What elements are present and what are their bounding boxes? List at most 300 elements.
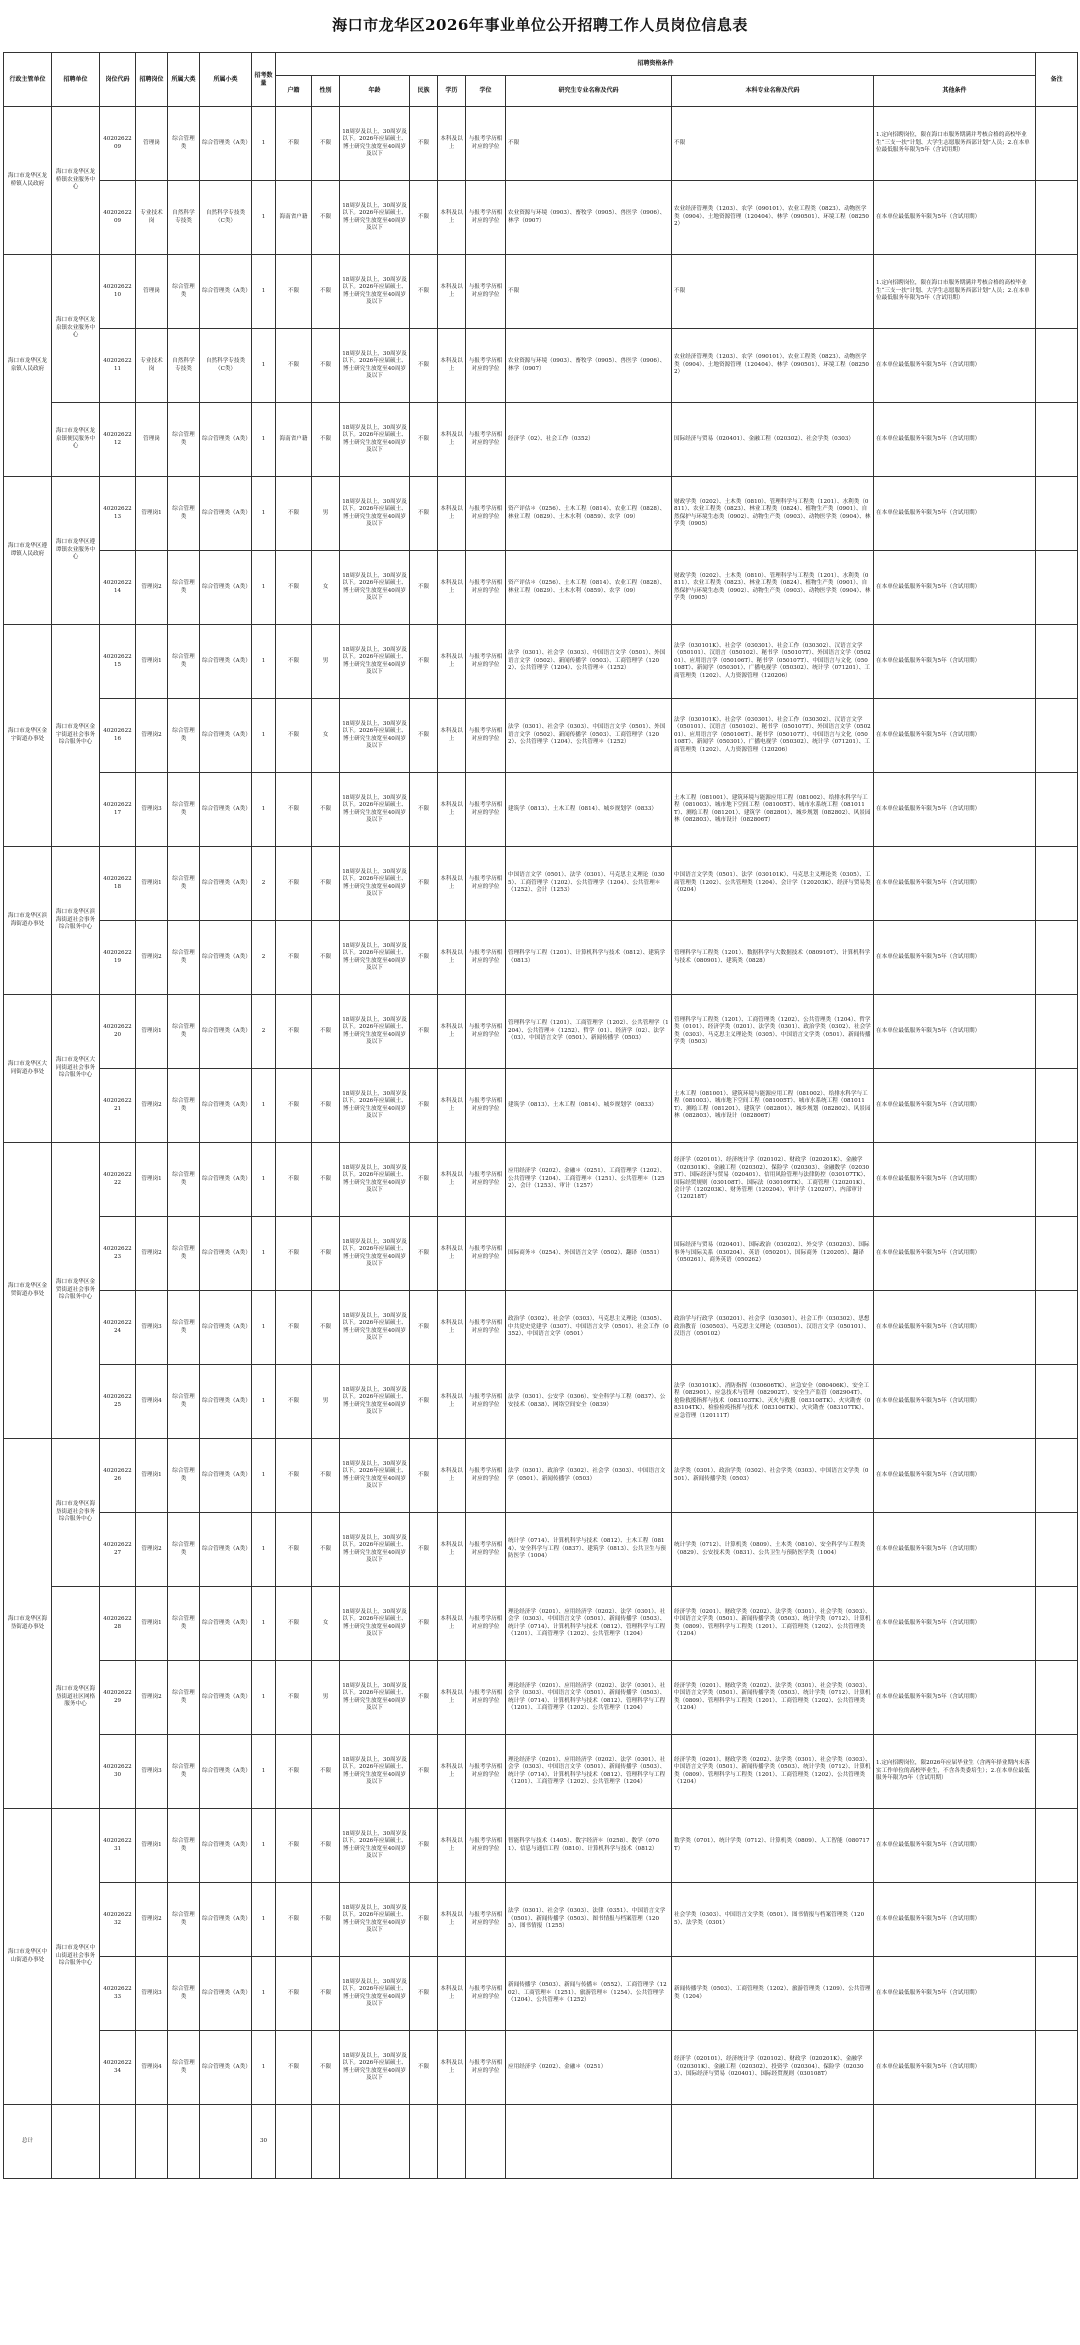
cell-job-code: 4020262215 (100, 625, 136, 699)
cell-graduate-majors: 理论经济学（0201）、应用经济学（0202）、法学（0301）、社会学（0303）、中国语言文学（0501）、新闻传播学（0503）、统计学（0714）、计算机科学与技术（0812）、管理科学与工程（1201）、工商管理学（1202）、公共管理学（1204） (506, 1587, 672, 1661)
cell-dept: 海口市龙华区遵谭镇人民政府 (4, 477, 52, 625)
cell-undergrad-majors: 经济学类（0201）、财政学类（0202）、法学类（0301）、社会学类（0303）、中国语言文学类（0501）、新闻传播学类（0503）、统计学类（0712）、计算机类（0809）、管理科学与工程类（1201）、工商管理类（1202）、公共管理类（1204） (672, 1661, 874, 1735)
cell-position-name: 管理岗2 (136, 699, 168, 773)
cell-degree: 与报考学历相对应的学位 (466, 1143, 506, 1217)
cell-remark (1036, 1513, 1078, 1587)
cell-hire-count: 1 (252, 1587, 276, 1661)
cell-hukou: 不限 (276, 2031, 312, 2105)
cell-ethnicity: 不限 (410, 181, 438, 255)
total-row (4, 2105, 1078, 2179)
cell-undergrad-majors: 经济学（020101）、经济统计学（020102）、财政学（020201K）、金融学（020301K）、金融工程（020302）、投资学（020304）、保险学（020303）、国际经济与贸易（020401）、国际经贸规则（030108T） (672, 2031, 874, 2105)
cell-hire-count: 1 (252, 1735, 276, 1809)
cell-unit: 海口市龙华区龙泉镇便民服务中心 (52, 403, 100, 477)
cell-graduate-majors: 理论经济学（0201）、应用经济学（0202）、法学（0301）、社会学（0303）、中国语言文学（0501）、新闻传播学（0503）、统计学（0714）、计算机科学与技术（0812）、管理科学与工程（1201）、工商管理学（1202）、公共管理学（1204） (506, 1735, 672, 1809)
cell-degree: 与报考学历相对应的学位 (466, 921, 506, 995)
cell-gender: 不限 (312, 995, 340, 1069)
cell-position-name: 管理岗1 (136, 477, 168, 551)
cell-gender: 女 (312, 699, 340, 773)
cell-other-conditions: 在本单位最低服务年限为5年（含试用期） (874, 2031, 1036, 2105)
cell-job-code: 4020262228 (100, 1587, 136, 1661)
cell-category: 综合管理类 (168, 921, 200, 995)
cell-graduate-majors: 智能科学与技术（1405）、数字经济＊（0258）、数学（0701）、信息与通信工程（0810）、计算机科学与技术（0812） (506, 1809, 672, 1883)
cell-other-conditions: 在本单位最低服务年限为5年（含试用期） (874, 995, 1036, 1069)
cell-hukou: 不限 (276, 1513, 312, 1587)
recruitment-table (3, 52, 1078, 2179)
cell-subcategory: 综合管理类（A类） (200, 551, 252, 625)
cell-ethnicity: 不限 (410, 107, 438, 181)
cell-hukou: 不限 (276, 921, 312, 995)
cell-category: 综合管理类 (168, 847, 200, 921)
table-row (4, 1291, 1078, 1365)
cell-dept: 海口市龙华区金宇街道办事处 (4, 625, 52, 847)
cell-education: 本科及以上 (438, 847, 466, 921)
cell-graduate-majors: 应用经济学（0202）、金融＊（0251） (506, 2031, 672, 2105)
cell-age-requirement: 18周岁及以上，30周岁及以下。2026年应届硕士、博士研究生放宽至40周岁及以下 (340, 107, 410, 181)
cell-ethnicity: 不限 (410, 1291, 438, 1365)
total-empty-cell (136, 2105, 168, 2179)
cell-category: 综合管理类 (168, 403, 200, 477)
cell-education: 本科及以上 (438, 1069, 466, 1143)
cell-position-name: 管理岗1 (136, 995, 168, 1069)
cell-degree: 与报考学历相对应的学位 (466, 1217, 506, 1291)
table-row (4, 403, 1078, 477)
cell-position-name: 管理岗1 (136, 1809, 168, 1883)
cell-age-requirement: 18周岁及以上，30周岁及以下。2026年应届硕士、博士研究生放宽至40周岁及以下 (340, 181, 410, 255)
cell-undergrad-majors: 管理科学与工程类（1201）、数据科学与大数据技术（080910T）、计算机科学与技术（080901）、建筑类（0828） (672, 921, 874, 995)
cell-gender: 不限 (312, 329, 340, 403)
cell-job-code: 4020262218 (100, 847, 136, 921)
cell-position-name: 管理岗2 (136, 1661, 168, 1735)
total-empty-cell (466, 2105, 506, 2179)
cell-category: 综合管理类 (168, 1587, 200, 1661)
cell-hukou: 不限 (276, 625, 312, 699)
cell-remark (1036, 1365, 1078, 1439)
cell-job-code: 4020262232 (100, 1883, 136, 1957)
cell-gender: 不限 (312, 921, 340, 995)
total-empty-cell (100, 2105, 136, 2179)
cell-job-code: 4020262211 (100, 329, 136, 403)
cell-hire-count: 1 (252, 625, 276, 699)
cell-unit: 海口市龙华区龙泉镇农业服务中心 (52, 255, 100, 403)
cell-category: 综合管理类 (168, 1291, 200, 1365)
cell-degree: 与报考学历相对应的学位 (466, 1587, 506, 1661)
cell-degree: 与报考学历相对应的学位 (466, 1513, 506, 1587)
total-empty-cell (1036, 2105, 1078, 2179)
cell-hire-count: 1 (252, 403, 276, 477)
cell-age-requirement: 18周岁及以上，30周岁及以下。2026年应届硕士、博士研究生放宽至40周岁及以下 (340, 1735, 410, 1809)
col-header-remark: 备注 (1036, 53, 1078, 107)
cell-gender: 不限 (312, 1809, 340, 1883)
cell-hire-count: 1 (252, 255, 276, 329)
cell-ethnicity: 不限 (410, 995, 438, 1069)
cell-hukou: 不限 (276, 699, 312, 773)
cell-remark (1036, 1661, 1078, 1735)
cell-age-requirement: 18周岁及以上，30周岁及以下。2026年应届硕士、博士研究生放宽至40周岁及以下 (340, 1217, 410, 1291)
cell-category: 综合管理类 (168, 1809, 200, 1883)
cell-other-conditions: 1.定向招聘岗位，限2026年应届毕业生（含两年择业期内未落实工作单位的高校毕业生，不含各类委培生）；2.在本单位最低服务年限为5年（含试用期） (874, 1735, 1036, 1809)
cell-job-code: 4020262224 (100, 1291, 136, 1365)
cell-category: 自然科学专技类 (168, 181, 200, 255)
cell-other-conditions: 在本单位最低服务年限为5年（含试用期） (874, 1809, 1036, 1883)
cell-category: 综合管理类 (168, 995, 200, 1069)
cell-degree: 与报考学历相对应的学位 (466, 181, 506, 255)
cell-unit: 海口市龙华区滨海街道社会事务综合服务中心 (52, 847, 100, 995)
cell-degree: 与报考学历相对应的学位 (466, 847, 506, 921)
cell-category: 综合管理类 (168, 477, 200, 551)
cell-job-code: 4020262219 (100, 921, 136, 995)
cell-education: 本科及以上 (438, 551, 466, 625)
cell-remark (1036, 1957, 1078, 2031)
table-row (4, 1069, 1078, 1143)
cell-position-name: 管理岗4 (136, 1365, 168, 1439)
cell-age-requirement: 18周岁及以上，30周岁及以下。2026年应届硕士、博士研究生放宽至40周岁及以下 (340, 551, 410, 625)
cell-ethnicity: 不限 (410, 1069, 438, 1143)
col-header-gender: 性别 (312, 76, 340, 107)
cell-age-requirement: 18周岁及以上，30周岁及以下。2026年应届硕士、博士研究生放宽至40周岁及以下 (340, 1143, 410, 1217)
cell-undergrad-majors: 统计学类（0712）、计算机类（0809）、土木类（0810）、安全科学与工程类（0829）、公安技术类（0831）、公共卫生与预防医学类（1004） (672, 1513, 874, 1587)
total-empty-cell (52, 2105, 100, 2179)
cell-undergrad-majors: 数学类（0701）、统计学类（0712）、计算机类（0809）、人工智能（080717T） (672, 1809, 874, 1883)
cell-other-conditions: 在本单位最低服务年限为5年（含试用期） (874, 1143, 1036, 1217)
cell-job-code: 4020262225 (100, 1365, 136, 1439)
cell-subcategory: 综合管理类（A类） (200, 1143, 252, 1217)
cell-subcategory: 综合管理类（A类） (200, 1957, 252, 2031)
cell-category: 综合管理类 (168, 1513, 200, 1587)
cell-position-name: 管理岗3 (136, 1735, 168, 1809)
table-row (4, 329, 1078, 403)
cell-other-conditions: 在本单位最低服务年限为5年（含试用期） (874, 699, 1036, 773)
table-row (4, 699, 1078, 773)
table-row (4, 921, 1078, 995)
cell-degree: 与报考学历相对应的学位 (466, 1809, 506, 1883)
cell-category: 综合管理类 (168, 2031, 200, 2105)
total-empty-cell (340, 2105, 410, 2179)
cell-other-conditions: 在本单位最低服务年限为5年（含试用期） (874, 1587, 1036, 1661)
cell-dept: 海口市龙华区龙桥镇人民政府 (4, 107, 52, 255)
cell-remark (1036, 995, 1078, 1069)
cell-education: 本科及以上 (438, 1365, 466, 1439)
cell-gender: 男 (312, 477, 340, 551)
cell-position-name: 管理岗1 (136, 847, 168, 921)
cell-graduate-majors: 农业资源与环境（0903）、畜牧学（0905）、兽医学（0906）、林学（0907） (506, 329, 672, 403)
cell-graduate-majors: 国际商务＊（0254）、外国语言文学（0502）、翻译（0551） (506, 1217, 672, 1291)
total-empty-cell (672, 2105, 874, 2179)
cell-hukou: 不限 (276, 1217, 312, 1291)
cell-job-code: 4020262213 (100, 477, 136, 551)
cell-hukou: 不限 (276, 1291, 312, 1365)
total-empty-cell (312, 2105, 340, 2179)
cell-subcategory: 综合管理类（A类） (200, 625, 252, 699)
cell-position-name: 管理岗2 (136, 1069, 168, 1143)
cell-job-code: 4020262214 (100, 551, 136, 625)
cell-job-code: 4020262217 (100, 773, 136, 847)
cell-education: 本科及以上 (438, 1439, 466, 1513)
cell-gender: 不限 (312, 403, 340, 477)
cell-graduate-majors: 法学（0301）、公安学（0306）、安全科学与工程（0837）、公安技术（0838）、网络空间安全（0839） (506, 1365, 672, 1439)
cell-position-name: 管理岗2 (136, 1883, 168, 1957)
cell-hire-count: 1 (252, 1291, 276, 1365)
cell-hire-count: 1 (252, 551, 276, 625)
total-count: 30 (252, 2105, 276, 2179)
cell-hukou: 不限 (276, 1365, 312, 1439)
cell-graduate-majors: 统计学（0714）、计算机科学与技术（0812）、土木工程（0814）、安全科学与工程（0837）、建筑学（0813）、公共卫生与预防医学（1004） (506, 1513, 672, 1587)
cell-subcategory: 自然科学专技类（C类） (200, 329, 252, 403)
cell-ethnicity: 不限 (410, 1217, 438, 1291)
table-row (4, 1365, 1078, 1439)
cell-education: 本科及以上 (438, 477, 466, 551)
cell-position-name: 管理岗3 (136, 1291, 168, 1365)
cell-category: 综合管理类 (168, 1143, 200, 1217)
cell-job-code: 4020262234 (100, 2031, 136, 2105)
cell-position-name: 管理岗4 (136, 2031, 168, 2105)
cell-graduate-majors: 经济学（02）、社会工作（0352） (506, 403, 672, 477)
cell-subcategory: 综合管理类（A类） (200, 255, 252, 329)
cell-gender: 不限 (312, 2031, 340, 2105)
cell-gender: 不限 (312, 1143, 340, 1217)
cell-gender: 不限 (312, 255, 340, 329)
cell-job-code: 4020262222 (100, 1143, 136, 1217)
table-row (4, 1587, 1078, 1661)
cell-unit: 海口市龙华区金宇街道社会事务综合服务中心 (52, 625, 100, 847)
table-row (4, 2031, 1078, 2105)
cell-graduate-majors: 不限 (506, 255, 672, 329)
cell-subcategory: 综合管理类（A类） (200, 477, 252, 551)
total-empty-cell (874, 2105, 1036, 2179)
cell-job-code: 4020262227 (100, 1513, 136, 1587)
cell-gender: 女 (312, 551, 340, 625)
cell-gender: 男 (312, 625, 340, 699)
col-header-other-conditions: 其他条件 (874, 76, 1036, 107)
cell-gender: 男 (312, 1365, 340, 1439)
cell-subcategory: 综合管理类（A类） (200, 995, 252, 1069)
cell-subcategory: 综合管理类（A类） (200, 1587, 252, 1661)
cell-age-requirement: 18周岁及以上，30周岁及以下。2026年应届硕士、博士研究生放宽至40周岁及以下 (340, 847, 410, 921)
cell-hukou: 不限 (276, 1735, 312, 1809)
cell-graduate-majors: 建筑学（0813）、土木工程（0814）、城乡规划学（0833） (506, 1069, 672, 1143)
cell-age-requirement: 18周岁及以上，30周岁及以下。2026年应届硕士、博士研究生放宽至40周岁及以下 (340, 477, 410, 551)
cell-category: 自然科学专技类 (168, 329, 200, 403)
cell-undergrad-majors: 财政学类（0202）、土木类（0810）、管理科学与工程类（1201）、水利类（0811）、农业工程类（0823）、林业工程类（0824）、植物生产类（0901）、自然保护与环境生态类（0902）、动物生产类（0903）、动物医学类（0904）、林学类（0905） (672, 551, 874, 625)
cell-category: 综合管理类 (168, 699, 200, 773)
cell-position-name: 管理岗2 (136, 1513, 168, 1587)
cell-hukou: 不限 (276, 773, 312, 847)
page-title: 海口市龙华区2026年事业单位公开招聘工作人员岗位信息表 (332, 16, 748, 34)
cell-degree: 与报考学历相对应的学位 (466, 699, 506, 773)
cell-age-requirement: 18周岁及以上，30周岁及以下。2026年应届硕士、博士研究生放宽至40周岁及以下 (340, 995, 410, 1069)
cell-other-conditions: 在本单位最低服务年限为5年（含试用期） (874, 1513, 1036, 1587)
cell-gender: 不限 (312, 181, 340, 255)
cell-remark (1036, 329, 1078, 403)
table-row (4, 1143, 1078, 1217)
cell-undergrad-majors: 不限 (672, 107, 874, 181)
cell-ethnicity: 不限 (410, 403, 438, 477)
cell-job-code: 4020262220 (100, 995, 136, 1069)
cell-education: 本科及以上 (438, 773, 466, 847)
cell-education: 本科及以上 (438, 107, 466, 181)
cell-graduate-majors: 法学（0301）、社会学（0303）、法律（0351）、中国语言文学（0501）、新闻传播学（0503）、图书情报与档案管理（1205）、图书情报（1255） (506, 1883, 672, 1957)
cell-hire-count: 1 (252, 2031, 276, 2105)
cell-dept: 海口市龙华区金贸街道办事处 (4, 1143, 52, 1439)
cell-remark (1036, 921, 1078, 995)
cell-job-code: 4020262210 (100, 255, 136, 329)
cell-degree: 与报考学历相对应的学位 (466, 1439, 506, 1513)
cell-position-name: 管理岗 (136, 255, 168, 329)
cell-remark (1036, 1587, 1078, 1661)
cell-hukou: 不限 (276, 1661, 312, 1735)
cell-hukou: 不限 (276, 255, 312, 329)
cell-position-name: 管理岗 (136, 403, 168, 477)
cell-position-name: 管理岗1 (136, 1143, 168, 1217)
cell-hukou: 不限 (276, 1587, 312, 1661)
cell-hire-count: 1 (252, 1513, 276, 1587)
cell-hire-count: 2 (252, 921, 276, 995)
cell-other-conditions: 在本单位最低服务年限为5年（含试用期） (874, 921, 1036, 995)
cell-remark (1036, 1735, 1078, 1809)
cell-ethnicity: 不限 (410, 773, 438, 847)
cell-degree: 与报考学历相对应的学位 (466, 773, 506, 847)
cell-dept: 海口市龙华区滨海街道办事处 (4, 847, 52, 995)
cell-unit: 海口市龙华区遵谭镇农业服务中心 (52, 477, 100, 625)
header-row-top (4, 53, 1078, 76)
cell-gender: 不限 (312, 1439, 340, 1513)
col-header-education: 学历 (438, 76, 466, 107)
cell-age-requirement: 18周岁及以上，30周岁及以下。2026年应届硕士、博士研究生放宽至40周岁及以下 (340, 625, 410, 699)
cell-undergrad-majors: 农业经济管理类（1203）、农学（090101）、农业工程类（0823）、动物医学类（0904）、土地资源管理（120404）、林学（090501）、环境工程（082502） (672, 329, 874, 403)
cell-undergrad-majors: 政治学与行政学（030201）、社会学（030301）、社会工作（030302）、思想政治教育（030503）、马克思主义理论（030501）、汉语言文学（050101）、汉语言（050102） (672, 1291, 874, 1365)
cell-age-requirement: 18周岁及以上，30周岁及以下。2026年应届硕士、博士研究生放宽至40周岁及以下 (340, 1809, 410, 1883)
cell-age-requirement: 18周岁及以上，30周岁及以下。2026年应届硕士、博士研究生放宽至40周岁及以下 (340, 1291, 410, 1365)
cell-ethnicity: 不限 (410, 699, 438, 773)
table-row (4, 1513, 1078, 1587)
cell-gender: 不限 (312, 1291, 340, 1365)
cell-position-name: 专业技术岗 (136, 181, 168, 255)
col-header-ethnic: 民族 (410, 76, 438, 107)
cell-job-code: 4020262226 (100, 1439, 136, 1513)
cell-age-requirement: 18周岁及以上，30周岁及以下。2026年应届硕士、博士研究生放宽至40周岁及以下 (340, 1957, 410, 2031)
cell-subcategory: 综合管理类（A类） (200, 773, 252, 847)
cell-degree: 与报考学历相对应的学位 (466, 1883, 506, 1957)
cell-other-conditions: 在本单位最低服务年限为5年（含试用期） (874, 181, 1036, 255)
cell-undergrad-majors: 法学（030101K）、消防指挥（030606TK）、应急安全（080406K）、安全工程（082901）、应急技术与管理（082902T）、安全生产监管（082904T）、抢险救援指挥与技术（083103TK）、灭火与救援（083108TK）、火灾勘查（083104TK）、检验检疫指挥与技术（083106TK）、火灾勘查（083107TK）、应急管理（120111T） (672, 1365, 874, 1439)
cell-remark (1036, 255, 1078, 329)
table-row (4, 847, 1078, 921)
cell-hire-count: 1 (252, 1957, 276, 2031)
cell-other-conditions: 1.定向招聘岗位，限在海口市服务期满并考核合格的高校毕业生“三支一扶”计划、大学生志愿服务西部计划”人员；2.在本单位最低服务年限为5年（含试用期） (874, 255, 1036, 329)
cell-graduate-majors: 资产评估＊（0256）、土木工程（0814）、农业工程（0828）、林业工程（0829）、土木水利（0859）、农学（09） (506, 551, 672, 625)
cell-education: 本科及以上 (438, 1735, 466, 1809)
table-row (4, 1735, 1078, 1809)
cell-gender: 男 (312, 1661, 340, 1735)
cell-job-code: 4020262212 (100, 403, 136, 477)
cell-dept: 海口市龙华区大同街道办事处 (4, 995, 52, 1143)
cell-category: 综合管理类 (168, 1439, 200, 1513)
cell-gender: 不限 (312, 847, 340, 921)
cell-hukou: 海南省户籍 (276, 181, 312, 255)
cell-degree: 与报考学历相对应的学位 (466, 329, 506, 403)
col-header-graduate-major: 研究生专业名称及代码 (506, 76, 672, 107)
cell-age-requirement: 18周岁及以上，30周岁及以下。2026年应届硕士、博士研究生放宽至40周岁及以下 (340, 1661, 410, 1735)
cell-remark (1036, 2031, 1078, 2105)
col-header-hukou: 户籍 (276, 76, 312, 107)
cell-remark (1036, 107, 1078, 181)
cell-hire-count: 1 (252, 1883, 276, 1957)
cell-position-name: 管理岗2 (136, 1217, 168, 1291)
cell-ethnicity: 不限 (410, 255, 438, 329)
cell-category: 综合管理类 (168, 625, 200, 699)
cell-job-code: 4020262229 (100, 1661, 136, 1735)
cell-remark (1036, 699, 1078, 773)
cell-age-requirement: 18周岁及以上，30周岁及以下。2026年应届硕士、博士研究生放宽至40周岁及以下 (340, 1069, 410, 1143)
cell-hukou: 不限 (276, 107, 312, 181)
table-row (4, 1883, 1078, 1957)
cell-undergrad-majors: 中国语言文学类（0501）、法学（030101K）、马克思主义理论类（0305）、工商管理类（1202）、公共管理类（1204）、会计学（120203K）、经济与贸易类（0204） (672, 847, 874, 921)
cell-subcategory: 综合管理类（A类） (200, 1217, 252, 1291)
table-row (4, 1809, 1078, 1883)
cell-hire-count: 1 (252, 1365, 276, 1439)
cell-undergrad-majors: 经济学类（0201）、财政学类（0202）、法学类（0301）、社会学类（0303）、中国语言文学类（0501）、新闻传播学类（0503）、统计学类（0712）、计算机类（0809）、管理科学与工程类（1201）、工商管理类（1202）、公共管理类（1204） (672, 1735, 874, 1809)
cell-hukou: 不限 (276, 1883, 312, 1957)
cell-undergrad-majors: 法学（030101K）、社会学（030301）、社会工作（030302）、汉语言文学（050101）、汉语言（050102）、秘书学（050107T）、外国语言文学（050201）、应用语言学（050106T）、秘书学（050107T）、中国语言与文化（050108T）、新闻学（050301）、广播电视学（050302）、统计学（071201）、工商管理类（1202）、人力资源管理（120206） (672, 699, 874, 773)
table-row (4, 773, 1078, 847)
cell-subcategory: 自然科学专技类（C类） (200, 181, 252, 255)
cell-remark (1036, 403, 1078, 477)
cell-ethnicity: 不限 (410, 1957, 438, 2031)
total-empty-cell (200, 2105, 252, 2179)
col-header-subcategory: 所属小类 (200, 53, 252, 107)
cell-hukou: 海南省户籍 (276, 403, 312, 477)
cell-category: 综合管理类 (168, 255, 200, 329)
cell-degree: 与报考学历相对应的学位 (466, 1735, 506, 1809)
cell-remark (1036, 1291, 1078, 1365)
cell-ethnicity: 不限 (410, 625, 438, 699)
cell-subcategory: 综合管理类（A类） (200, 2031, 252, 2105)
cell-graduate-majors: 资产评估＊（0256）、土木工程（0814）、农业工程（0828）、林业工程（0829）、土木水利（0859）、农学（09） (506, 477, 672, 551)
cell-gender: 不限 (312, 1735, 340, 1809)
cell-subcategory: 综合管理类（A类） (200, 107, 252, 181)
cell-other-conditions: 在本单位最低服务年限为5年（含试用期） (874, 1291, 1036, 1365)
cell-hukou: 不限 (276, 1439, 312, 1513)
cell-remark (1036, 1439, 1078, 1513)
cell-undergrad-majors: 经济学（020101）、经济统计学（020102）、财政学（020201K）、金融学（020301K）、金融工程（020302）、保险学（020303）、金融数学（020305T）、国际经济与贸易（020401）、信用风险管理与法律防控（030107TK）、国际经贸规则（030108T）、国际法（030109TK）、工商管理（120201K）、会计学（120203K）、财务管理（120204）、审计学（120207）、内部审计（120218T） (672, 1143, 874, 1217)
col-header-degree: 学位 (466, 76, 506, 107)
cell-ethnicity: 不限 (410, 1439, 438, 1513)
cell-degree: 与报考学历相对应的学位 (466, 2031, 506, 2105)
cell-age-requirement: 18周岁及以上，30周岁及以下。2026年应届硕士、博士研究生放宽至40周岁及以下 (340, 1513, 410, 1587)
cell-ethnicity: 不限 (410, 921, 438, 995)
table-row (4, 1661, 1078, 1735)
cell-hukou: 不限 (276, 551, 312, 625)
cell-hukou: 不限 (276, 1957, 312, 2031)
cell-degree: 与报考学历相对应的学位 (466, 625, 506, 699)
cell-education: 本科及以上 (438, 921, 466, 995)
cell-subcategory: 综合管理类（A类） (200, 403, 252, 477)
cell-job-code: 4020262230 (100, 1735, 136, 1809)
cell-other-conditions: 在本单位最低服务年限为5年（含试用期） (874, 329, 1036, 403)
col-header-category: 所属大类 (168, 53, 200, 107)
cell-ethnicity: 不限 (410, 1735, 438, 1809)
cell-education: 本科及以上 (438, 1143, 466, 1217)
cell-subcategory: 综合管理类（A类） (200, 847, 252, 921)
cell-ethnicity: 不限 (410, 477, 438, 551)
cell-subcategory: 综合管理类（A类） (200, 1291, 252, 1365)
col-header-count: 招考数量 (252, 53, 276, 107)
cell-age-requirement: 18周岁及以上，30周岁及以下。2026年应届硕士、博士研究生放宽至40周岁及以下 (340, 921, 410, 995)
total-empty-cell (410, 2105, 438, 2179)
cell-subcategory: 综合管理类（A类） (200, 1513, 252, 1587)
cell-other-conditions: 在本单位最低服务年限为5年（含试用期） (874, 1883, 1036, 1957)
cell-education: 本科及以上 (438, 2031, 466, 2105)
cell-other-conditions: 在本单位最低服务年限为5年（含试用期） (874, 1661, 1036, 1735)
